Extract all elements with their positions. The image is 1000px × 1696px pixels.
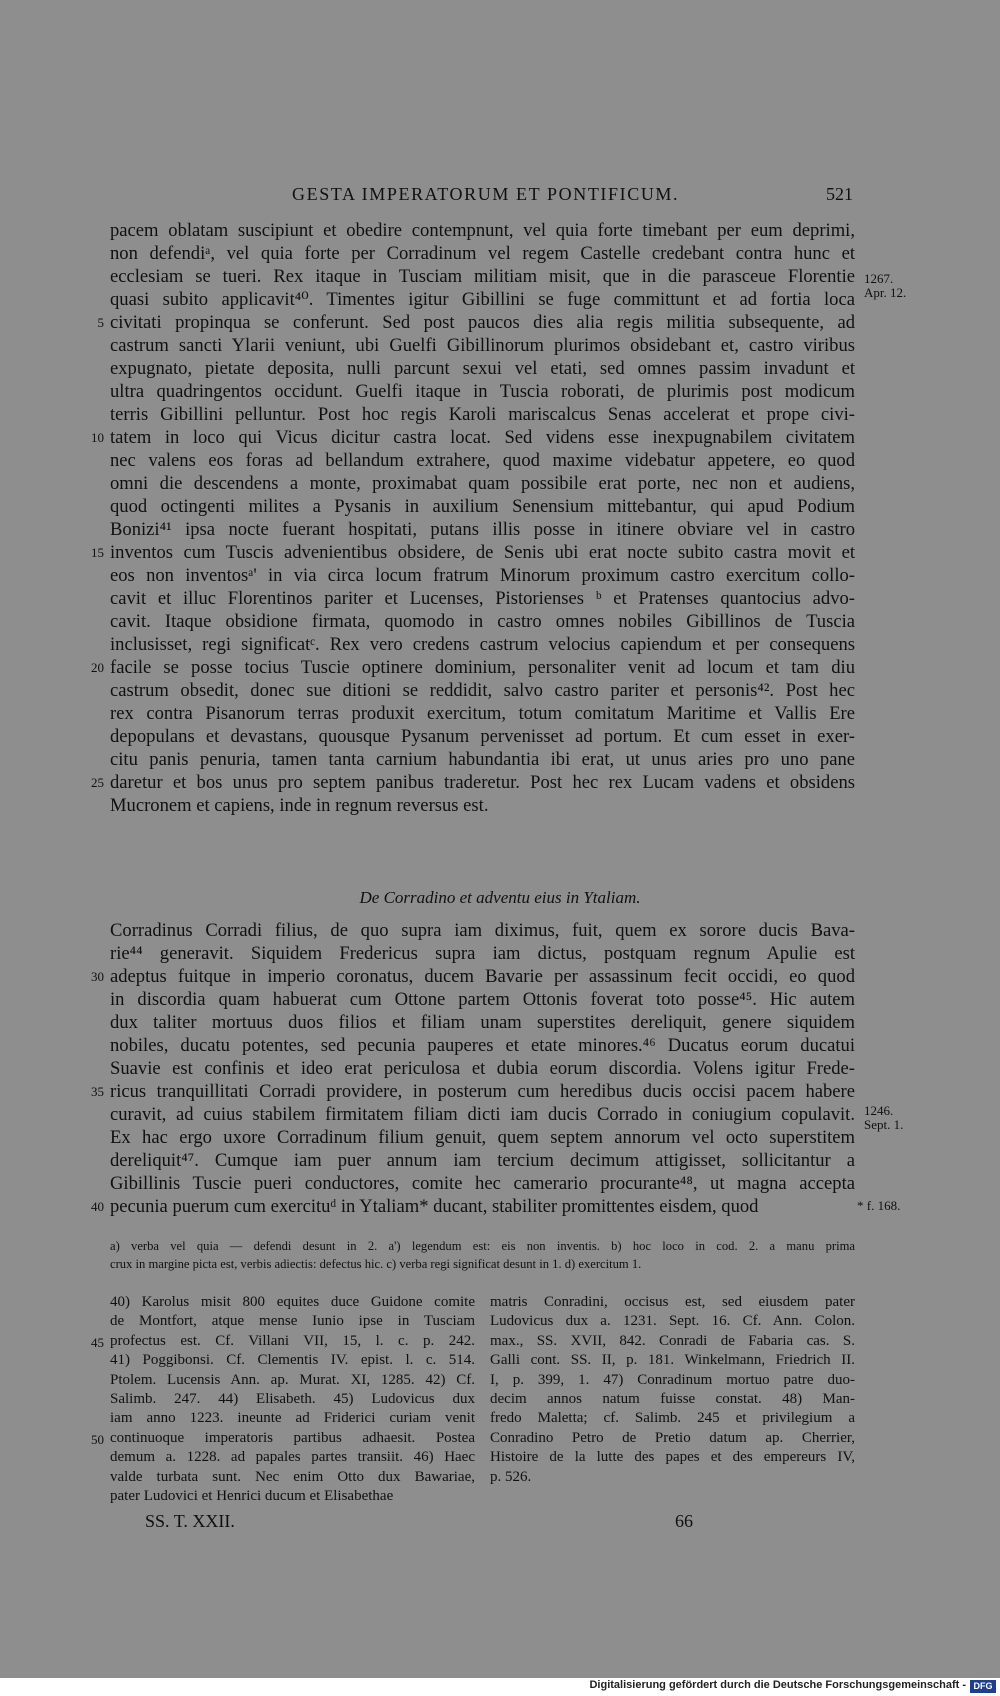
margin-date-note: Sept. 1. <box>864 1117 904 1132</box>
footnote-line: de Montfort, atque mense Iunio ipse in Tusciam <box>110 1313 475 1330</box>
footnote-line: fredo Maletta; cf. Salimb. 245 et privilegium a <box>490 1410 855 1427</box>
text-line: non defendiᵃ, vel quia forte per Corradinum vel regem Castelle credebant contra hunc et <box>110 243 855 264</box>
text-line: ultra quadringentos occidunt. Guelfi itaque in Tuscia roborati, de plurimis post modicum <box>110 381 855 402</box>
footnote-line: profectus est. Cf. Villani VII, 15, l. c. p. 242. <box>110 1332 475 1349</box>
footnotes-right-column <box>490 1293 855 1487</box>
text-line: castrum obsedit, donec sue ditioni se reddidit, salvo castro pariter et personis⁴². Post hec <box>110 680 855 701</box>
section-text-block <box>110 919 855 1218</box>
text-line: Mucronem et capiens, inde in regnum reversus est. <box>110 795 489 816</box>
footnote-line: Galli cont. SS. II, p. 181. Winkelmann, Friedrich II. <box>490 1352 855 1369</box>
main-text-block <box>110 219 855 817</box>
line-number: 45 <box>91 1335 104 1350</box>
footnote-line: continuoque imperatoris partibus adhaesit. Postea <box>110 1429 475 1446</box>
footnote-line: 40) Karolus misit 800 equites duce Guidone comite <box>110 1294 475 1310</box>
footnotes-left-column <box>110 1293 475 1506</box>
signature-mark: SS. T. XXII. <box>145 1511 235 1531</box>
footnote-line: Ptolem. Lucensis Ann. ap. Murat. XI, 1285. 42) Cf. <box>110 1371 475 1388</box>
line-number: 35 <box>91 1084 104 1099</box>
footnote-line: matris Conradini, occisus est, sed eiusdem pater <box>490 1294 855 1310</box>
text-line: tatem in loco qui Vicus dicitur castra locat. Sed videns esse inexpugnabilem civitatem <box>110 427 855 448</box>
sheet-number: 66 <box>675 1511 693 1531</box>
footnote-line: demum a. 1228. ad papales partes transiit. 46) Haec <box>110 1449 475 1466</box>
line-number: 50 <box>91 1432 104 1447</box>
text-line: dux taliter mortuus duos filios et filiam unam superstites dereliquit, genere siquidem <box>110 1012 855 1033</box>
footnote-line: Salimb. 247. 44) Elisabeth. 45) Ludovicus dux <box>110 1390 475 1407</box>
running-header <box>0 184 1000 210</box>
footnote-line: max., SS. XVII, 842. Conradi de Fabaria cas. S. <box>490 1332 855 1349</box>
footnote-line: decim annos natum fuisse constat. 48) Man- <box>490 1390 855 1407</box>
footnote-line: p. 526. <box>490 1468 532 1485</box>
text-line: rie⁴⁴ generavit. Siquidem Fredericus supra iam dictus, postquam regnum Apulie est <box>110 943 855 964</box>
text-line: dereliquit⁴⁷. Cumque iam puer annum iam tercium decimum attigisset, sollicitantur a <box>110 1150 855 1171</box>
text-line: rex contra Pisanorum terras produxit exercitum, totum comitatum Maritime et Vallis Ere <box>110 703 855 724</box>
text-line: nec valens eos foras ad bellandum extrahere, quod maxime videbatur appetere, eo quod <box>110 450 855 471</box>
footnote-line: Conradino Petro de Pretio datum ap. Cherrier, <box>490 1429 855 1446</box>
text-line: curavit, ad cuius stabilem firmitatem filiam dicti iam ducis Corrado in coniugium copulavit. <box>110 1104 855 1125</box>
text-line: castrum sancti Ylarii veniunt, ubi Guelfi Gibillinorum plurimos obsidebant et, castro viribus <box>110 335 855 356</box>
line-number: 30 <box>91 969 104 984</box>
text-line: civitati propinqua se conferunt. Sed post paucos dies alia regis militia subsequente, ad <box>110 312 855 333</box>
text-line: citu panis penuria, tamen tanta carnium habundantia ibi erat, ut unus aries pro uno pane <box>110 749 855 770</box>
line-number: 15 <box>91 545 104 560</box>
critical-apparatus <box>110 1237 855 1273</box>
text-line: quod octingenti milites a Pysanis in auxilium Senensium mittebantur, qui apud Podium <box>110 496 855 517</box>
text-line: terris Gibillini pelluntur. Post hoc regis Karoli mariscalcus Senas accelerat et prope civi- <box>110 404 855 425</box>
line-number: 5 <box>97 315 104 330</box>
folio-note: * f. 168. <box>857 1198 901 1213</box>
footnote-line: iam anno 1223. ineunte ad Friderici curiam venit <box>110 1410 475 1427</box>
footnote-line: I, p. 399, 1. 47) Conradinum mortuo patre duo- <box>490 1371 855 1388</box>
text-line: eos non inventosᵃ' in via circa locum fratrum Minorum proximum castro exercitum collo- <box>110 565 855 586</box>
footnote-line: Histoire de la lutte des papes et des empereurs IV, <box>490 1449 855 1466</box>
text-line: inclusisset, regi significatᶜ. Rex vero credens castrum velocius capiendum et per consequens <box>110 634 855 655</box>
text-line: depopulans et devastans, quousque Pysanum pervenisset ad portum. Et cum esset in exer- <box>110 726 855 747</box>
text-line: Bonizi⁴¹ ipsa nocte fuerant hospitati, putans illis posse in itinere obviare vel in castro <box>110 519 855 540</box>
text-line: expugnato, pietate deposita, nulli parcunt sexui vel etati, sed omnes passim invadunt et <box>110 358 855 379</box>
text-line: Ex hac ergo uxore Corradinum filium genuit, quem septem annorum vel octo superstitem <box>110 1127 855 1148</box>
funding-credit: Digitalisierung gefördert durch die Deutsche Forschungsgemeinschaft - <box>589 1679 966 1691</box>
text-line: ricus tranquillitati Corradi providere, in posterum cum heredibus ducis occisi pacem habere <box>110 1081 855 1102</box>
text-line: daretur et bos unus pro septem panibus traderetur. Post hec rex Lucam vadens et obsidens <box>110 772 855 793</box>
line-number: 20 <box>91 660 104 675</box>
dfg-logo: DFG <box>970 1680 996 1693</box>
text-line: inventos cum Tuscis advenientibus obsidere, de Senis ubi erat nocte subito castra movit et <box>110 542 855 563</box>
text-line: cavit et illuc Florentinos pariter et Lucenses, Pistorienses ᵇ et Pratenses quantocius advo- <box>110 588 855 609</box>
margin-date-note: 1246. <box>864 1103 894 1118</box>
footnote-line: 41) Poggibonsi. Cf. Clementis IV. epist. l. c. 514. <box>110 1352 475 1369</box>
digitization-footer <box>0 1678 1000 1696</box>
line-number: 40 <box>91 1199 104 1214</box>
footnote-line: valde turbata sunt. Nec enim Otto dux Bawariae, <box>110 1468 475 1485</box>
text-line: Suavie est confinis et ideo erat periculosa et dubia eorum discordia. Volens igitur Frede- <box>110 1058 855 1079</box>
line-number: 25 <box>91 775 104 790</box>
text-line: omni die descendens a monte, proximabat quam possibile erat porte, nec non et audiens, <box>110 473 855 494</box>
text-line: nobiles, ducatu potentes, sed pecunia pauperes et etate minores.⁴⁶ Ducatus eorum ducatui <box>110 1035 855 1056</box>
text-line: Corradinus Corradi filius, de quo supra iam diximus, fuit, quem ex sorore ducis Bava- <box>110 920 855 941</box>
text-line: pacem oblatam suscipiunt et obedire contempnunt, vel quia forte timebant per eum deprimi, <box>110 220 855 241</box>
margin-date-note: 1267. <box>864 271 894 286</box>
text-line: Gibillinis Tuscie pueri conductores, comite hec camerario procurante⁴⁸, ut magna accepta <box>110 1173 855 1194</box>
margin-date-note: Apr. 12. <box>864 285 907 300</box>
running-title: GESTA IMPERATORUM ET PONTIFICUM. <box>292 184 680 204</box>
text-line: pecunia puerum cum exercituᵈ in Ytaliam* ducant, stabiliter promittentes eisdem, quod <box>110 1196 759 1217</box>
page-number: 521 <box>826 184 853 204</box>
line-number: 10 <box>91 430 104 445</box>
text-line: cavit. Itaque obsidione firmata, quomodo in castro omnes nobiles Gibillinos de Tuscia <box>110 611 855 632</box>
footnote-line: Ludovicus dux a. 1231. Sept. 16. Cf. Ann. Colon. <box>490 1313 855 1330</box>
apparatus-line: a) verba vel quia — defendi desunt in 2. a') legendum est: eis non inventis. b) hoc loco in cod. 2. a manu prima <box>110 1239 855 1253</box>
text-line: adeptus fuitque in imperio coronatus, ducem Bavarie per assassinum fecit occidi, eo quod <box>110 966 855 987</box>
apparatus-line: crux in margine picta est, verbis adiectis: defectus hic. c) verba regi significat desunt in 1. d) exercitum 1. <box>110 1257 642 1271</box>
footnote-line: pater Ludovici et Henrici ducum et Elisabethae <box>110 1487 394 1504</box>
text-line: facile se posse tocius Tuscie optinere dominium, personaliter venit ad locum et tam diu <box>110 657 855 678</box>
text-line: in discordia quam habuerat cum Ottone partem Ottonis foverat toto posse⁴⁵. Hic autem <box>110 989 855 1010</box>
section-heading: De Corradino et adventu eius in Ytaliam. <box>359 888 641 907</box>
text-line: quasi subito applicavit⁴⁰. Timentes igitur Gibillini se fuge committunt et ad fortia loca <box>110 289 855 310</box>
text-line: ecclesiam se tueri. Rex itaque in Tusciam militiam misit, que in die parasceue Florentie <box>110 266 855 287</box>
